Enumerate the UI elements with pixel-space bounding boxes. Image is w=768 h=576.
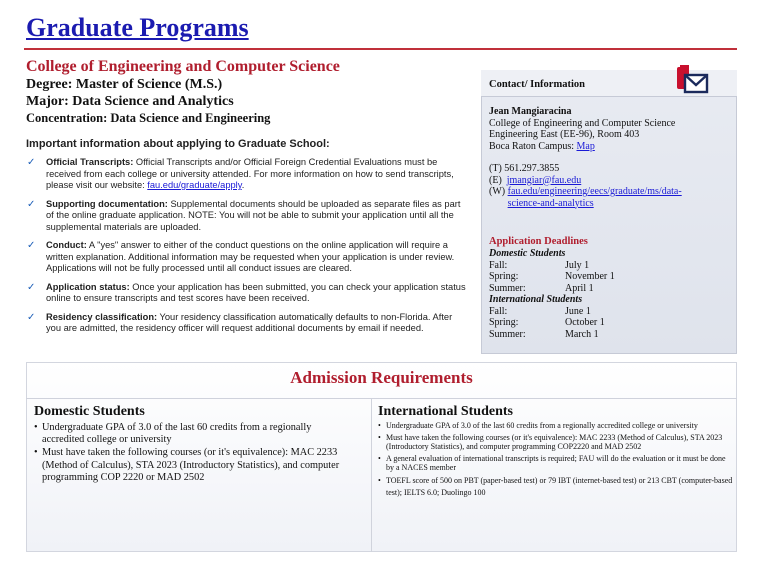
deadline-date: July 1 bbox=[565, 259, 590, 271]
list-item bbox=[26, 240, 466, 275]
concentration-line: Concentration: Data Science and Engineering bbox=[26, 111, 271, 125]
title-divider bbox=[24, 48, 737, 50]
list-item bbox=[26, 199, 466, 234]
international-heading: International Students bbox=[378, 404, 513, 419]
deadline-term: Fall: bbox=[489, 305, 508, 317]
page-title: Graduate Programs bbox=[26, 13, 249, 42]
item-text: Once your application has been submitted, you can check your application status online to ensure transcripts and test scores have been received. bbox=[46, 281, 466, 303]
deadline-row bbox=[489, 317, 729, 329]
item-text: A "yes" answer to either of the conduct questions on the online application will require a written explanation. Additional information may be requested when your application is under review. Applications will not be fully processed until all conduct issues are cleared. bbox=[46, 240, 455, 273]
deadline-row bbox=[489, 283, 729, 295]
checkmark-icon: ✓ bbox=[27, 198, 36, 210]
deadline-row bbox=[489, 271, 729, 283]
item-text: Your residency classification automatically defaults to non-Florida. After you are admitted, the residency officer will request additional documents by email if needed. bbox=[46, 311, 453, 333]
list-item bbox=[26, 312, 466, 335]
column-divider bbox=[371, 399, 372, 552]
email-link[interactable]: jmangiar@fau.edu bbox=[506, 174, 582, 186]
deadlines-title: Application Deadlines bbox=[489, 236, 588, 247]
item-label: Supporting documentation: bbox=[46, 198, 168, 209]
list-item: • TOEFL score of 500 on PBT (paper-based test) or 79 IBT (internet-based test) or 213 CBT (computer-based test); IELTS 6.0; Duolingo 100 bbox=[378, 475, 733, 499]
email-label: (E) bbox=[489, 174, 507, 186]
deadline-term: Spring: bbox=[489, 271, 519, 282]
contact-name: Jean Mangiaracina bbox=[489, 106, 572, 117]
info-list bbox=[26, 157, 466, 342]
item-text: Official Transcripts and/or Official Foreign Credential Evaluations must be received from each college or university attended. For more information on how to send transcripts, please visit our website: bbox=[46, 157, 454, 190]
deadline-row bbox=[489, 306, 729, 318]
deadline-date: April 1 bbox=[565, 282, 594, 294]
domestic-heading: Domestic Students bbox=[34, 404, 145, 419]
checkmark-icon: ✓ bbox=[27, 281, 36, 293]
mail-icon bbox=[675, 64, 709, 96]
item-label: Official Transcripts: bbox=[46, 157, 134, 167]
web-link[interactable] bbox=[508, 186, 682, 209]
web-link-line1: fau.edu/engineering/eecs/graduate/ms/data- bbox=[507, 186, 682, 197]
item-label: Residency classification: bbox=[46, 311, 158, 322]
major-line: Major: Data Science and Analytics bbox=[26, 94, 234, 109]
deadline-term: Summer: bbox=[489, 328, 526, 340]
map-link[interactable]: Map bbox=[576, 140, 595, 152]
deadline-date: October 1 bbox=[565, 317, 605, 328]
deadlines-list bbox=[489, 248, 729, 340]
list-item bbox=[26, 157, 466, 192]
contact-web-row bbox=[489, 186, 733, 209]
domestic-deadlines-label: Domestic Students bbox=[489, 248, 566, 259]
contact-building: Engineering East (EE-96), Room 403 bbox=[489, 129, 640, 140]
checkmark-icon: ✓ bbox=[27, 240, 36, 251]
web-link-line2: science-and-analytics bbox=[507, 197, 594, 209]
list-item: • A general evaluation of international transcripts is required; FAU will do the evaluation or it must be done by a NACES member bbox=[378, 454, 733, 473]
checkmark-icon: ✓ bbox=[27, 157, 36, 168]
contact-dept: College of Engineering and Computer Science bbox=[489, 117, 676, 129]
item-label: Application status: bbox=[46, 281, 130, 292]
list-item: • Undergraduate GPA of 3.0 of the last 60 credits from a regionally accredited college or university bbox=[34, 422, 356, 446]
contact-phone: (T) 561.297.3855 bbox=[489, 163, 560, 174]
degree-line: Degree: Master of Science (M.S.) bbox=[26, 77, 223, 92]
list-item: • Undergraduate GPA of 3.0 of the last 60 credits from a regionally accredited college or university bbox=[378, 421, 733, 431]
contact-info bbox=[489, 106, 733, 209]
deadline-date: November 1 bbox=[565, 271, 615, 282]
deadline-date: March 1 bbox=[565, 328, 599, 340]
deadline-term: Summer: bbox=[489, 282, 526, 294]
list-item bbox=[26, 282, 466, 305]
graduate-apply-link[interactable]: fau.edu/graduate/apply bbox=[147, 180, 242, 190]
international-deadlines-label: International Students bbox=[489, 294, 583, 305]
deadline-row bbox=[489, 260, 729, 272]
contact-campus bbox=[489, 141, 733, 153]
item-label: Conduct: bbox=[46, 240, 87, 250]
deadline-term: Spring: bbox=[489, 317, 519, 328]
deadline-row bbox=[489, 329, 729, 341]
admission-divider bbox=[26, 398, 737, 399]
web-label: (W) bbox=[489, 186, 508, 197]
contact-email-row bbox=[489, 175, 733, 187]
contact-title: Contact/ Information bbox=[489, 79, 585, 90]
list-item: • Must have taken the following courses (or it's equivalence): MAC 2233 (Method of Calculus), STA 2023 (Introductory Statistics), and computer programming COP 2220 or MAD 2502 bbox=[34, 447, 356, 484]
college-name: College of Engineering and Computer Science bbox=[26, 58, 340, 75]
important-heading: Important information about applying to Graduate School: bbox=[26, 138, 330, 150]
domestic-requirements bbox=[34, 422, 356, 485]
deadline-date: June 1 bbox=[565, 305, 591, 317]
item-text: Supplemental documents should be uploaded as separate files as part of the online graduate application. NOTE: You will not be able to submit your application until all the supplemental materials are uploaded. bbox=[46, 198, 461, 232]
campus-label: Boca Raton Campus: bbox=[489, 140, 577, 152]
admission-title: Admission Requirements bbox=[290, 368, 473, 387]
checkmark-icon: ✓ bbox=[27, 311, 36, 323]
item-punct: . bbox=[241, 180, 245, 190]
deadline-term: Fall: bbox=[489, 259, 508, 271]
international-requirements bbox=[378, 421, 733, 501]
list-item: • Must have taken the following courses (or it's equivalence): MAC 2233 (Method of Calculus), STA 2023 (Introductory Statistics), and computer programming COP2220 and MAD 2502 bbox=[378, 433, 733, 452]
